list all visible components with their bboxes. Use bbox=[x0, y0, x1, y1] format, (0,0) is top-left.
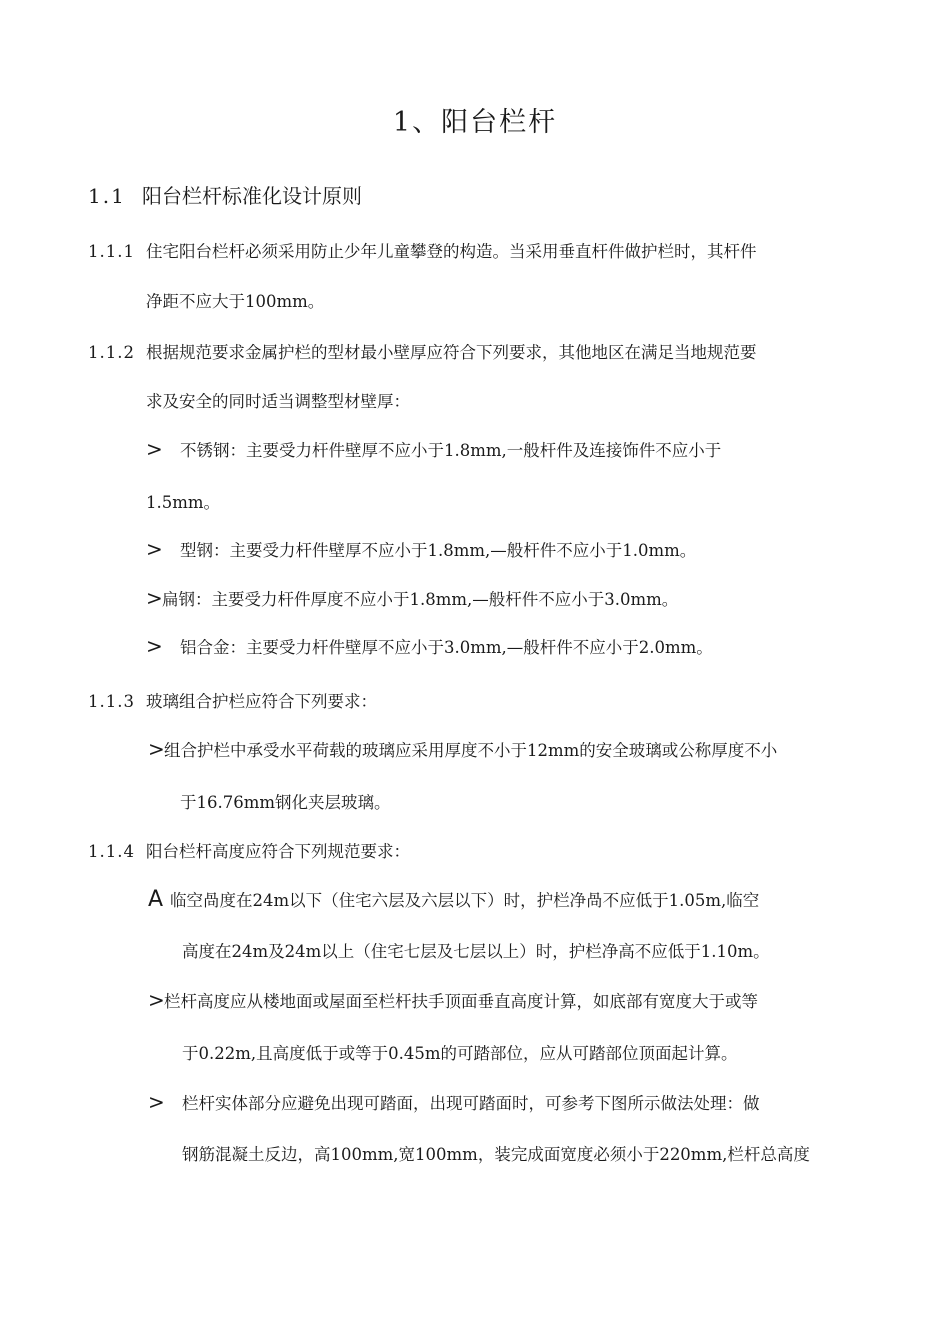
bullet-height-measurement-continuation: 于0.22m,且高度低于或等于0.45m的可踏部位，应从可踏部位顶面起计算。 bbox=[182, 1044, 738, 1063]
clause-1-1-1 bbox=[88, 238, 757, 262]
bullet-marker: > bbox=[148, 737, 165, 761]
clause-number: 1.1.4 bbox=[88, 842, 135, 861]
bullet-flat-steel bbox=[146, 586, 678, 610]
bullet-stainless-steel-continuation: 1.5mm。 bbox=[146, 493, 221, 512]
clause-1-1-1-continuation: 净距不应大于100mm。 bbox=[146, 292, 325, 311]
bullet-marker: A bbox=[148, 887, 164, 912]
clause-1-1-2 bbox=[88, 339, 757, 363]
clause-text: 根据规范要求金属护栏的型材最小壁厚应符合下列要求，其他地区在满足当地规范要 bbox=[146, 343, 757, 362]
section-label: 阳台栏杆标准化设计原则 bbox=[142, 184, 362, 208]
bullet-glass-guardrail bbox=[148, 737, 777, 761]
bullet-marker: > bbox=[146, 586, 163, 610]
bullet-text: 不锈钢：主要受力杆件壁厚不应小于1.8mm,一般杆件及连接饰件不应小于 bbox=[180, 441, 722, 460]
bullet-section-steel bbox=[146, 537, 696, 561]
page-title: 1、阳台栏杆 bbox=[392, 107, 558, 138]
bullet-glass-guardrail-continuation: 于16.76mm钢化夹层玻璃。 bbox=[180, 793, 391, 812]
clause-1-1-2-continuation: 求及安全的同时适当调整型材壁厚： bbox=[146, 392, 410, 411]
bullet-text: 扁钢：主要受力杆件厚度不应小于1.8mm,—般杆件不应小于3.0mm。 bbox=[162, 590, 679, 609]
bullet-text: 组合护栏中承受水平荷载的玻璃应采用厚度不小于12mm的安全玻璃或公称厚度不小 bbox=[164, 741, 778, 760]
clause-text: 玻璃组合护栏应符合下列要求： bbox=[146, 692, 377, 711]
clause-number: 1.1.1 bbox=[88, 242, 135, 261]
clause-1-1-3 bbox=[88, 688, 377, 712]
bullet-marker: > bbox=[146, 634, 163, 658]
clause-1-1-4 bbox=[88, 838, 410, 862]
clause-text: 阳台栏杆高度应符合下列规范要求： bbox=[146, 842, 410, 861]
clause-text: 住宅阳台栏杆必须采用防止少年儿童攀登的构造。当采用垂直杆件做护栏时，其杆件 bbox=[146, 242, 757, 261]
clause-number: 1.1.2 bbox=[88, 343, 135, 362]
bullet-marker: > bbox=[148, 988, 165, 1012]
bullet-height-measurement bbox=[148, 988, 758, 1012]
section-heading bbox=[88, 180, 362, 209]
bullet-stainless-steel bbox=[146, 437, 721, 461]
bullet-marker: > bbox=[148, 1090, 165, 1114]
bullet-steppable-surface bbox=[148, 1090, 760, 1114]
section-number: 1.1 bbox=[88, 184, 126, 208]
bullet-text: 栏杆实体部分应避免出现可踏面，出现可踏面时，可参考下图所示做法处理：做 bbox=[182, 1094, 760, 1113]
bullet-marker: > bbox=[146, 437, 163, 461]
bullet-guardrail-height bbox=[148, 887, 759, 912]
bullet-text: 铝合金：主要受力杆件壁厚不应小于3.0mm,—般杆件不应小于2.0mm。 bbox=[180, 638, 713, 657]
bullet-text: 临空咼度在24m以下（住宅六层及六层以下）时，护栏净咼不应低于1.05m,临空 bbox=[170, 891, 760, 910]
bullet-marker: > bbox=[146, 537, 163, 561]
bullet-text: 型钢：主要受力杆件壁厚不应小于1.8mm,—般杆件不应小于1.0mm。 bbox=[180, 541, 697, 560]
bullet-text: 栏杆高度应从楼地面或屋面至栏杆扶手顶面垂直高度计算，如底部有宽度大于或等 bbox=[164, 992, 758, 1011]
clause-number: 1.1.3 bbox=[88, 692, 135, 711]
bullet-aluminum-alloy bbox=[146, 634, 713, 658]
bullet-steppable-surface-continuation: 钢筋混凝土反边，高100mm,宽100mm，装完成面宽度必须小于220mm,栏杆总高度 bbox=[182, 1145, 810, 1164]
bullet-guardrail-height-continuation: 高度在24m及24m以上（住宅七层及七层以上）时，护栏净高不应低于1.10m。 bbox=[182, 942, 770, 961]
